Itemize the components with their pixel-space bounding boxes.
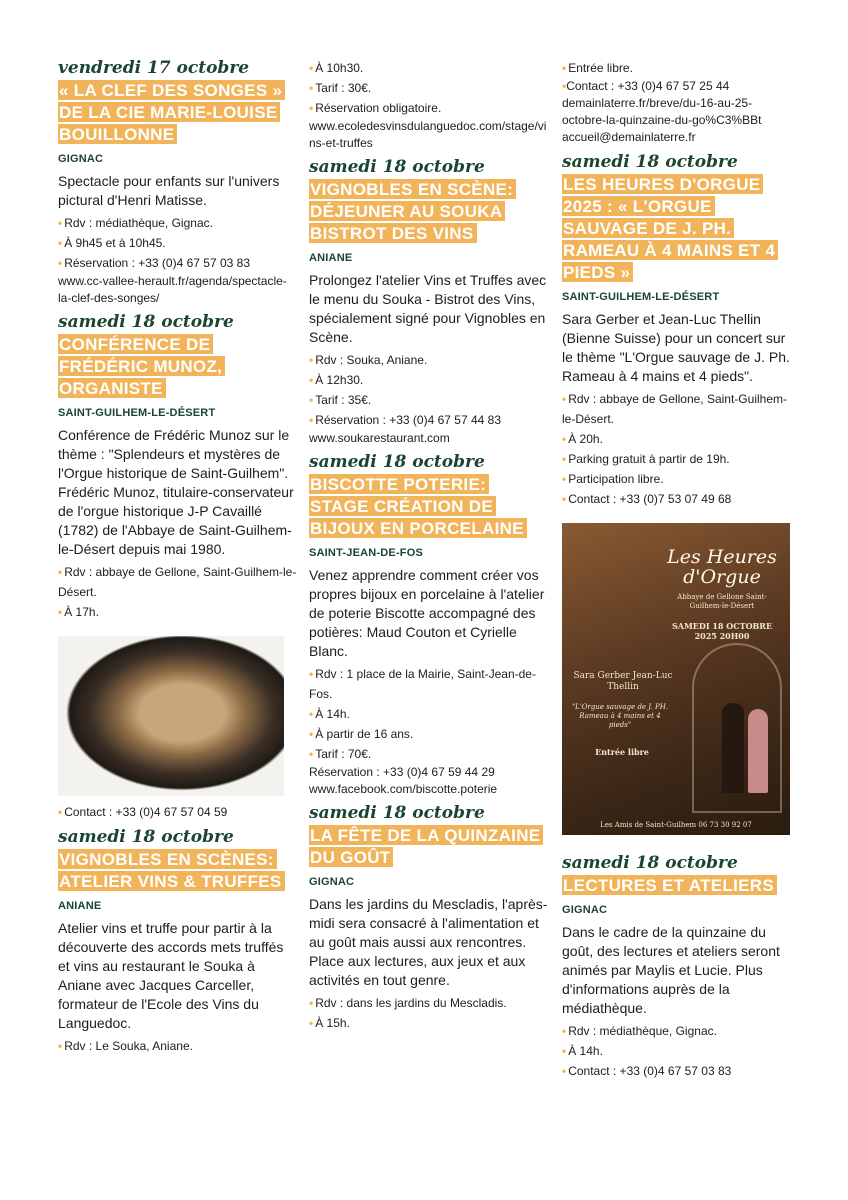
event-lectures-ateliers	[562, 853, 794, 1081]
info-line: • Rdv : Souka, Aniane.	[309, 353, 428, 367]
event-description: Atelier vins et truffe pour partir à la découverte des accords mets truffés et vins au restaurant le Souka à Aniane avec Jacques Carceller, formateur de l'Ecole des Vins du Languedoc.	[58, 920, 284, 1031]
event-dejeuner-souka	[309, 157, 549, 447]
info-line: • Rdv : Le Souka, Aniane.	[58, 1039, 193, 1053]
event-heures-orgue	[562, 152, 794, 509]
event-place: SAINT-GUILHEM-LE-DÉSERT	[58, 407, 216, 419]
info-line: • Rdv : dans les jardins du Mescladis.	[309, 996, 507, 1010]
event-place: SAINT-JEAN-DE-FOS	[309, 547, 424, 559]
poster-title: Les Heures d'Orgue	[667, 546, 777, 588]
poster-footer: Les Amis de Saint-Guilhem 06 73 30 92 07	[600, 821, 752, 829]
info-line: • Rdv : 1 place de la Mairie, Saint-Jean-de-Fos.	[309, 667, 536, 701]
info-line: • À 15h.	[309, 1016, 350, 1030]
event-title: BISCOTTE POTERIE: STAGE CRÉATION DE BIJOUX EN PORCELAINE	[309, 474, 549, 540]
event-date: vendredi 17 octobre	[58, 58, 250, 78]
event-place: SAINT-GUILHEM-LE-DÉSERT	[562, 291, 720, 303]
event-title: LES HEURES D'ORGUE 2025 : « L'ORGUE SAUVAGE DE J. PH. RAMEAU À 4 MAINS ET 4 PIEDS »	[562, 174, 794, 284]
event-date: samedi 18 octobre	[562, 152, 738, 172]
event-continuation-quinzaine	[562, 58, 794, 146]
info-line: • Réservation : +33 (0)4 67 57 03 83	[58, 256, 250, 270]
poster-subtitle: Abbaye de Gellone Saint-Guilhem-le-Désert	[677, 593, 767, 610]
event-place: GIGNAC	[562, 904, 608, 916]
truffle-photo	[58, 636, 284, 796]
event-date: samedi 18 octobre	[58, 827, 234, 847]
column-right	[562, 58, 794, 1086]
info-line: • Rdv : abbaye de Gellone, Saint-Guilhem-le-Désert.	[58, 565, 297, 599]
event-place: GIGNAC	[309, 876, 355, 888]
info-line: • Rdv : abbaye de Gellone, Saint-Guilhem-le-Désert.	[562, 392, 787, 426]
event-continuation-vins-truffes	[309, 58, 549, 152]
info-line: • Rdv : médiathèque, Gignac.	[58, 216, 213, 230]
poster-performer-figure	[722, 703, 744, 793]
info-line: • Participation libre.	[562, 472, 664, 486]
info-line: • À 9h45 et à 10h45.	[58, 236, 166, 250]
event-description: Dans les jardins du Mescladis, l'après-midi sera consacré à l'alimentation et au goût mais aussi aux rencontres. Place aux lectures, aux jeux et aux activités en tout genre.	[309, 896, 548, 988]
poster-theme: "L'Orgue sauvage de J. PH. Rameau à 4 mains et 4 pieds"	[571, 703, 669, 729]
event-atelier-vins-truffes	[58, 827, 298, 1056]
event-description: Conférence de Frédéric Munoz sur le thème : "Splendeurs et mystères de l'Orgue historique de Saint-Guilhem". Frédéric Munoz, titulaire-conservateur de l'orgue historique J-P Cavaillé (1782) de l'Abbaye de Saint-Guilhem-le-Désert depuis mai 1980.	[58, 427, 294, 557]
event-description: Venez apprendre comment créer vos propres bijoux en porcelaine à l'atelier de poterie Biscotte accompagné des potières: Maud Couton et Cyrielle Blanc.	[309, 567, 545, 659]
event-description: Sara Gerber et Jean-Luc Thellin (Bienne Suisse) pour un concert sur le thème "L'Orgue sauvage de J. Ph. Rameau à 4 mains et 4 pieds".	[562, 311, 790, 384]
event-title: VIGNOBLES EN SCÈNE: DÉJEUNER AU SOUKA BISTROT DES VINS	[309, 179, 549, 245]
event-fete-quinzaine	[309, 803, 549, 1033]
info-line: • Contact : +33 (0)4 67 57 03 83	[562, 1064, 732, 1078]
event-conference-munoz	[58, 312, 298, 822]
info-line: • Tarif : 35€.	[309, 393, 372, 407]
event-biscotte-poterie	[309, 452, 549, 798]
info-line: • Réservation obligatoire.	[309, 101, 442, 115]
event-description: Spectacle pour enfants sur l'univers pictural d'Henri Matisse.	[58, 173, 280, 208]
info-line: • À 14h.	[309, 707, 350, 721]
info-line: • À 10h30.	[309, 61, 364, 75]
event-place: ANIANE	[58, 900, 102, 912]
event-url[interactable]: www.cc-vallee-herault.fr/agenda/spectacle-la-clef-des-songes/	[58, 274, 287, 305]
event-title: LA FÊTE DE LA QUINZAINE DU GOÛT	[309, 825, 549, 869]
poster-date: SAMEDI 18 OCTOBRE 2025 20H00	[671, 621, 773, 641]
event-date: samedi 18 octobre	[562, 853, 738, 873]
event-date: samedi 18 octobre	[309, 157, 485, 177]
info-line: • Tarif : 30€.	[309, 81, 372, 95]
info-line: • Parking gratuit à partir de 19h.	[562, 452, 730, 466]
info-line: • À 20h.	[562, 432, 603, 446]
event-url[interactable]: www.soukarestaurant.com	[309, 431, 450, 445]
event-clef-des-songes	[58, 58, 298, 307]
column-left	[58, 58, 298, 1061]
info-line: • Réservation : +33 (0)4 67 57 44 83	[309, 413, 501, 427]
info-line: • À partir de 16 ans.	[309, 727, 414, 741]
info-line: • À 12h30.	[309, 373, 364, 387]
event-date: samedi 18 octobre	[309, 803, 485, 823]
event-url[interactable]: www.ecoledesvinsdulanguedoc.com/stage/vins-et-truffes	[309, 119, 547, 150]
info-line: • À 14h.	[562, 1044, 603, 1058]
event-description: Prolongez l'atelier Vins et Truffes avec le menu du Souka - Bistrot des Vins, spécialement signé pour Vignobles en Scène.	[309, 272, 547, 345]
event-title: VIGNOBLES EN SCÈNES: ATELIER VINS & TRUFFES	[58, 849, 298, 893]
event-place: ANIANE	[309, 252, 353, 264]
event-title: LECTURES ET ATELIERS	[562, 875, 794, 897]
poster-performer-figure	[748, 709, 768, 793]
event-place: GIGNAC	[58, 153, 104, 165]
poster-performers: Sara Gerber Jean-Luc Thellin	[573, 671, 673, 692]
event-title: « LA CLEF DES SONGES » DE LA CIE MARIE-LOUISE BOUILLONNE	[58, 80, 298, 146]
info-contact[interactable]: •Contact : +33 (0)4 67 57 25 44 demainlaterre.fr/breve/du-16-au-25-octobre-la-quinzaine-du-go%C3%BBt accueil@demainlaterre.fr	[562, 79, 762, 144]
event-title: CONFÉRENCE DE FRÉDÉRIC MUNOZ, ORGANISTE	[58, 334, 298, 400]
info-line: • Entrée libre.	[562, 61, 633, 75]
event-date: samedi 18 octobre	[309, 452, 485, 472]
event-description: Dans le cadre de la quinzaine du goût, des lectures et ateliers seront animés par Maylis et Lucie. Plus d'informations auprès de la médiathèque.	[562, 924, 780, 1016]
poster-entry: Entrée libre	[595, 747, 649, 757]
info-line: • Contact : +33 (0)7 53 07 49 68	[562, 492, 732, 506]
column-middle	[309, 58, 549, 1038]
event-contact[interactable]: Réservation : +33 (0)4 67 59 44 29 www.facebook.com/biscotte.poterie	[309, 765, 498, 796]
info-line: • Tarif : 70€.	[309, 747, 372, 761]
info-line: • Contact : +33 (0)4 67 57 04 59	[58, 805, 228, 819]
concert-poster	[562, 523, 790, 835]
event-date: samedi 18 octobre	[58, 312, 234, 332]
info-line: • À 17h.	[58, 605, 99, 619]
info-line: • Rdv : médiathèque, Gignac.	[562, 1024, 717, 1038]
